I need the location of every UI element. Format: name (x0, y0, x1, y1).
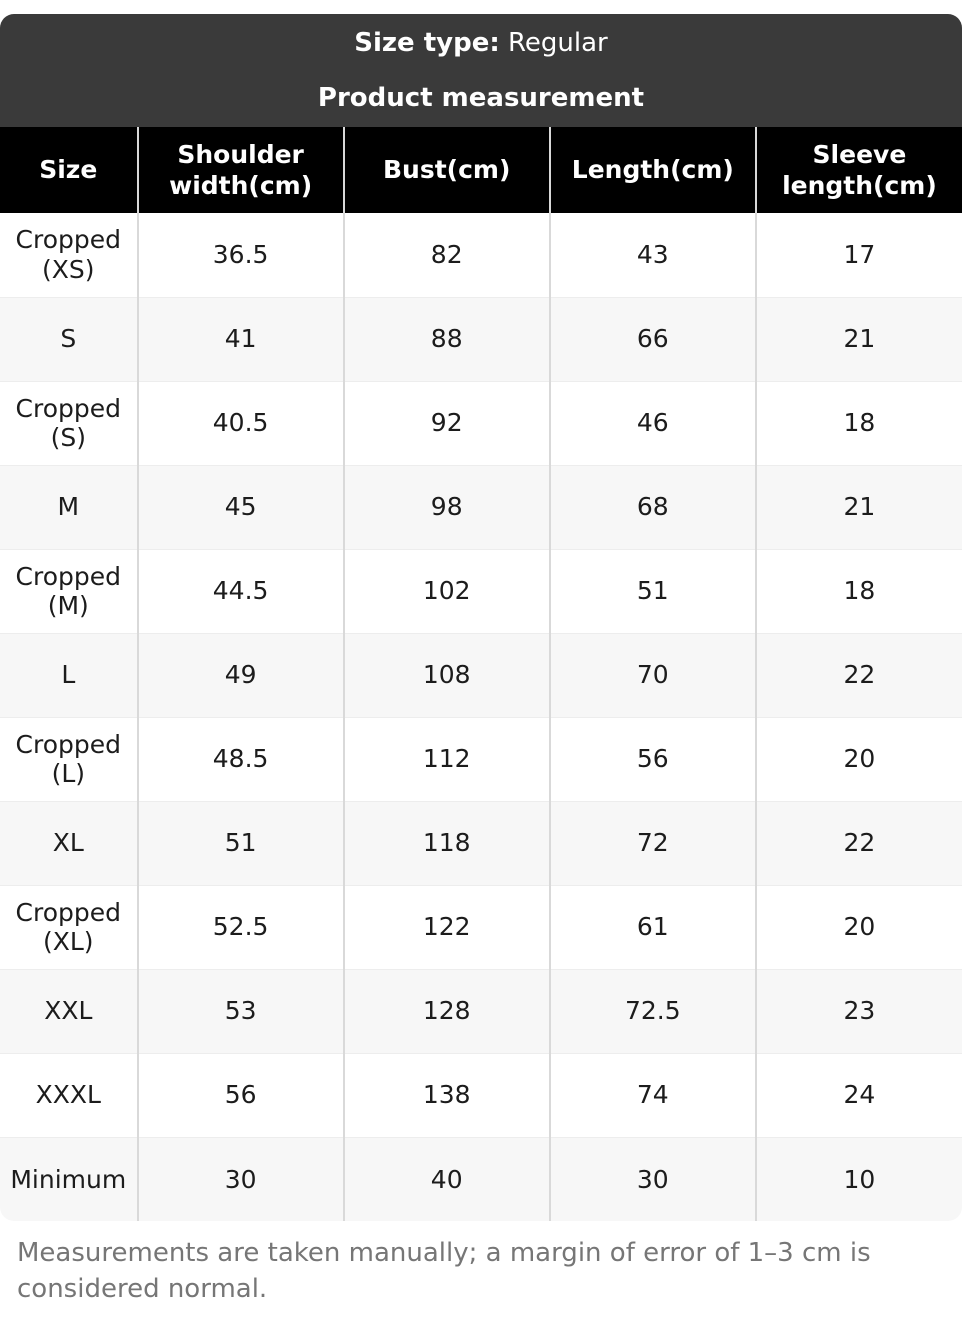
value-cell: 45 (138, 465, 344, 549)
value-cell: 10 (756, 1137, 962, 1221)
value-cell: 112 (344, 717, 550, 801)
value-cell: 30 (550, 1137, 756, 1221)
value-cell: 20 (756, 717, 962, 801)
size-cell: Minimum (0, 1137, 138, 1221)
column-header-bust: Bust(cm) (344, 127, 550, 213)
column-header-sleeve-length: Sleeve length(cm) (756, 127, 962, 213)
size-type-line (354, 28, 607, 58)
table-row (0, 885, 962, 969)
size-cell: Cropped (S) (0, 381, 138, 465)
table-row (0, 213, 962, 297)
size-type-label: Size type: (354, 28, 500, 58)
value-cell: 128 (344, 969, 550, 1053)
table-row (0, 549, 962, 633)
value-cell: 24 (756, 1053, 962, 1137)
value-cell: 118 (344, 801, 550, 885)
value-cell: 20 (756, 885, 962, 969)
value-cell: 41 (138, 297, 344, 381)
value-cell: 108 (344, 633, 550, 717)
size-cell: Cropped (XL) (0, 885, 138, 969)
column-header-length: Length(cm) (550, 127, 756, 213)
table-row (0, 801, 962, 885)
value-cell: 72.5 (550, 969, 756, 1053)
value-cell: 102 (344, 549, 550, 633)
value-cell: 72 (550, 801, 756, 885)
value-cell: 122 (344, 885, 550, 969)
value-cell: 36.5 (138, 213, 344, 297)
value-cell: 74 (550, 1053, 756, 1137)
value-cell: 40.5 (138, 381, 344, 465)
column-header-size: Size (0, 127, 138, 213)
table-row (0, 381, 962, 465)
value-cell: 70 (550, 633, 756, 717)
value-cell: 46 (550, 381, 756, 465)
table-row (0, 633, 962, 717)
value-cell: 49 (138, 633, 344, 717)
value-cell: 23 (756, 969, 962, 1053)
table-row (0, 1053, 962, 1137)
value-cell: 138 (344, 1053, 550, 1137)
table-row (0, 297, 962, 381)
size-cell: Cropped (XS) (0, 213, 138, 297)
size-table-body (0, 213, 962, 1221)
header-row (0, 127, 962, 213)
value-cell: 51 (550, 549, 756, 633)
value-cell: 88 (344, 297, 550, 381)
value-cell: 17 (756, 213, 962, 297)
size-type-value: Regular (508, 28, 608, 58)
value-cell: 66 (550, 297, 756, 381)
column-header-shoulder: Shoulder width(cm) (138, 127, 344, 213)
size-table-header (0, 127, 962, 213)
value-cell: 82 (344, 213, 550, 297)
value-cell: 22 (756, 633, 962, 717)
value-cell: 98 (344, 465, 550, 549)
size-table (0, 127, 962, 1221)
measurement-note: Measurements are taken manually; a margin of error of 1–3 cm is considered normal. (17, 1238, 871, 1304)
value-cell: 18 (756, 549, 962, 633)
size-cell: XXL (0, 969, 138, 1053)
size-cell: XXXL (0, 1053, 138, 1137)
value-cell: 21 (756, 465, 962, 549)
chart-title: Product measurement (317, 83, 645, 113)
size-cell: Cropped (L) (0, 717, 138, 801)
chart-header (0, 14, 962, 127)
value-cell: 53 (138, 969, 344, 1053)
size-cell: M (0, 465, 138, 549)
size-cell: S (0, 297, 138, 381)
size-chart-panel (0, 14, 962, 1221)
size-cell: Cropped (M) (0, 549, 138, 633)
value-cell: 56 (550, 717, 756, 801)
value-cell: 51 (138, 801, 344, 885)
value-cell: 92 (344, 381, 550, 465)
table-row (0, 1137, 962, 1221)
value-cell: 18 (756, 381, 962, 465)
value-cell: 22 (756, 801, 962, 885)
value-cell: 21 (756, 297, 962, 381)
value-cell: 40 (344, 1137, 550, 1221)
size-cell: L (0, 633, 138, 717)
table-row (0, 717, 962, 801)
value-cell: 30 (138, 1137, 344, 1221)
size-cell: XL (0, 801, 138, 885)
table-row (0, 969, 962, 1053)
value-cell: 68 (550, 465, 756, 549)
table-row (0, 465, 962, 549)
value-cell: 43 (550, 213, 756, 297)
value-cell: 44.5 (138, 549, 344, 633)
value-cell: 56 (138, 1053, 344, 1137)
value-cell: 61 (550, 885, 756, 969)
value-cell: 48.5 (138, 717, 344, 801)
value-cell: 52.5 (138, 885, 344, 969)
